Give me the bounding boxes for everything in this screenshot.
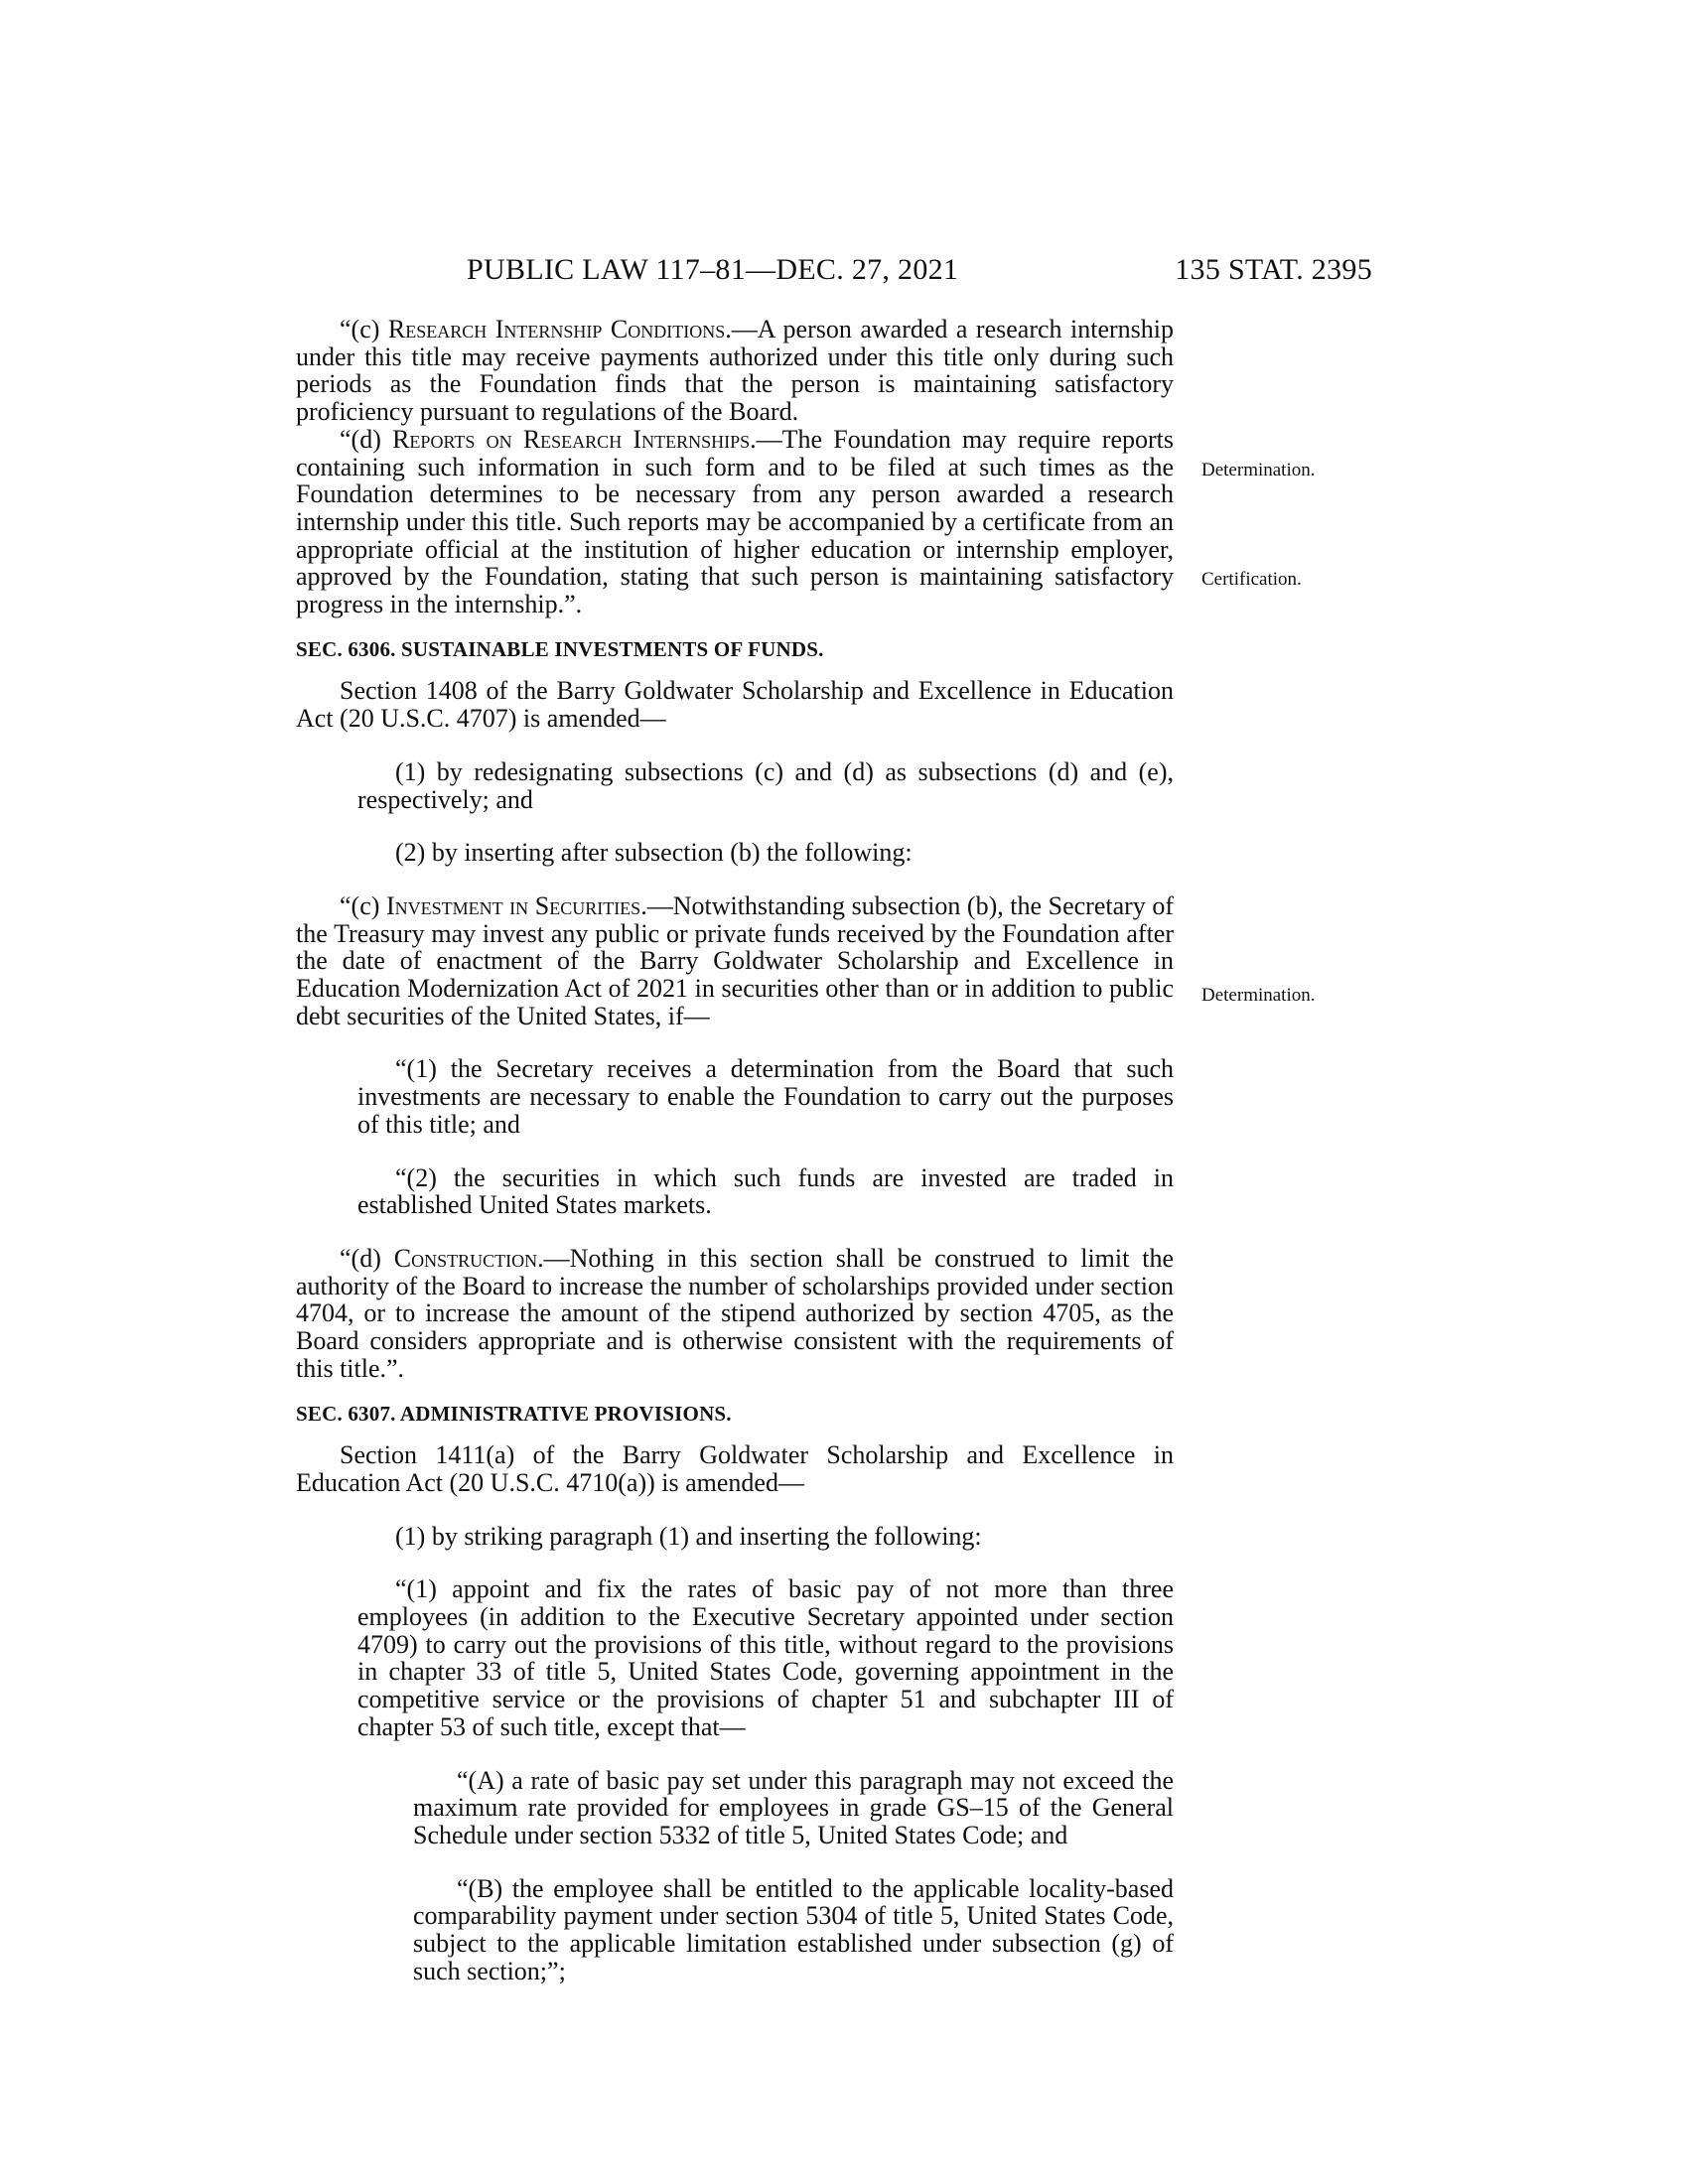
subsection-heading: Construction [393,1243,538,1273]
subsection-heading: Investment in Securities [385,890,641,920]
section-6306-paragraph-2: (2) by inserting after subsection (b) the following: [395,838,913,868]
section-6306-paragraph-1: (1) by redesignating subsections (c) and (d) as subsections (d) and (e), respectively; and [357,756,1174,814]
investment-condition-2: “(2) the securities in which such funds are invested are traded in established United States markets. [357,1162,1174,1220]
subsection-heading: Reports on Research Internships [392,424,751,454]
paragraph-investment-in-securities [296,892,1174,1030]
margin-note-determination: Determination. [1201,985,1316,1006]
paragraph-text: .—A person awarded a research internship under this title may receive payments authorized under this title only during such periods as the Foundation finds that the person is maintaining satisfactory proficiency pursuant to regulations of the Board. [296,315,1174,427]
paragraph-text: .—The Foundation may require reports containing such information in such form and to be filed at such times as the Foundation determines to be necessary from any person awarded a research internship under this title. Such reports may be accompanied by a certificate from an appropriate official at the institution of higher education or internship employer, approved by the Foundation, stating that such person is maintaining satisfactory progress in the internship.”. [296,424,1174,619]
section-6307-intro: Section 1411(a) of the Barry Goldwater Scholarship and Excellence in Education Act (20 U.S.C. 4710(a)) is amended— [296,1440,1174,1497]
paragraph-reports-on-research-internships [296,426,1174,618]
margin-note-certification: Certification. [1201,569,1302,590]
subsection-heading: Research Internship Conditions [387,315,726,343]
section-heading-6306: SEC. 6306. SUSTAINABLE INVESTMENTS OF FUNDS. [296,636,824,661]
paragraph-construction [296,1245,1174,1383]
section-6306-intro: Section 1408 of the Barry Goldwater Scholarship and Excellence in Education Act (20 U.S.C. 4707) is amended— [296,676,1174,734]
quote-open: “(c) [340,890,386,920]
document-body [296,316,1174,2010]
section-heading-6307: SEC. 6307. ADMINISTRATIVE PROVISIONS. [296,1401,732,1426]
quote-open: “(d) [340,424,393,454]
paragraph-research-internship-conditions [296,316,1174,426]
statute-page-number: 135 STAT. 2395 [1175,253,1372,286]
section-6307-quoted-paragraph-1: “(1) appoint and fix the rates of basic pay of not more than three employees (in addition to the Executive Secretary appointed under section 4709) to carry out the provisions of this title, without regard to the provisions in chapter 33 of title 5, United States Code, governing appointment in the competitive service or the provisions of chapter 51 and subchapter III of chapter 53 of such title, except that— [357,1574,1174,1741]
section-6307-paragraph-1: (1) by striking paragraph (1) and inserting the following: [395,1521,982,1551]
margin-note-determination: Determination. [1201,460,1316,480]
public-law-title: PUBLIC LAW 117–81—DEC. 27, 2021 [467,253,959,286]
section-6307-subparagraph-a: “(A) a rate of basic pay set under this paragraph may not exceed the maximum rate provided for employees in grade GS–15 of the General Schedule under section 5332 of title 5, United States Code; and [413,1765,1174,1849]
quote-open: “(d) [340,1243,394,1273]
paragraph-text: .—Notwithstanding subsection (b), the Secretary of the Treasury may invest any public or private funds received by the Foundation after the date of enactment of the Barry Goldwater Scholarship and Excellence in Education Modernization Act of 2021 in securities other than or in addition to public debt securities of the United States, if— [296,890,1174,1030]
running-header [467,248,1372,292]
investment-condition-1: “(1) the Secretary receives a determination from the Board that such investments are necessary to enable the Foundation to carry out the purposes of this title; and [357,1054,1174,1139]
quote-open: “(c) [340,315,388,343]
paragraph-text: .—Nothing in this section shall be construed to limit the authority of the Board to increase the number of scholarships provided under section 4704, or to increase the amount of the stipend authorized by section 4705, as the Board considers appropriate and is otherwise consistent with the requirements of this title.”. [296,1243,1175,1383]
section-6307-subparagraph-b: “(B) the employee shall be entitled to the applicable locality-based comparability payment under section 5304 of title 5, United States Code, subject to the applicable limitation established under subsection (g) of such section;”; [413,1873,1174,1985]
